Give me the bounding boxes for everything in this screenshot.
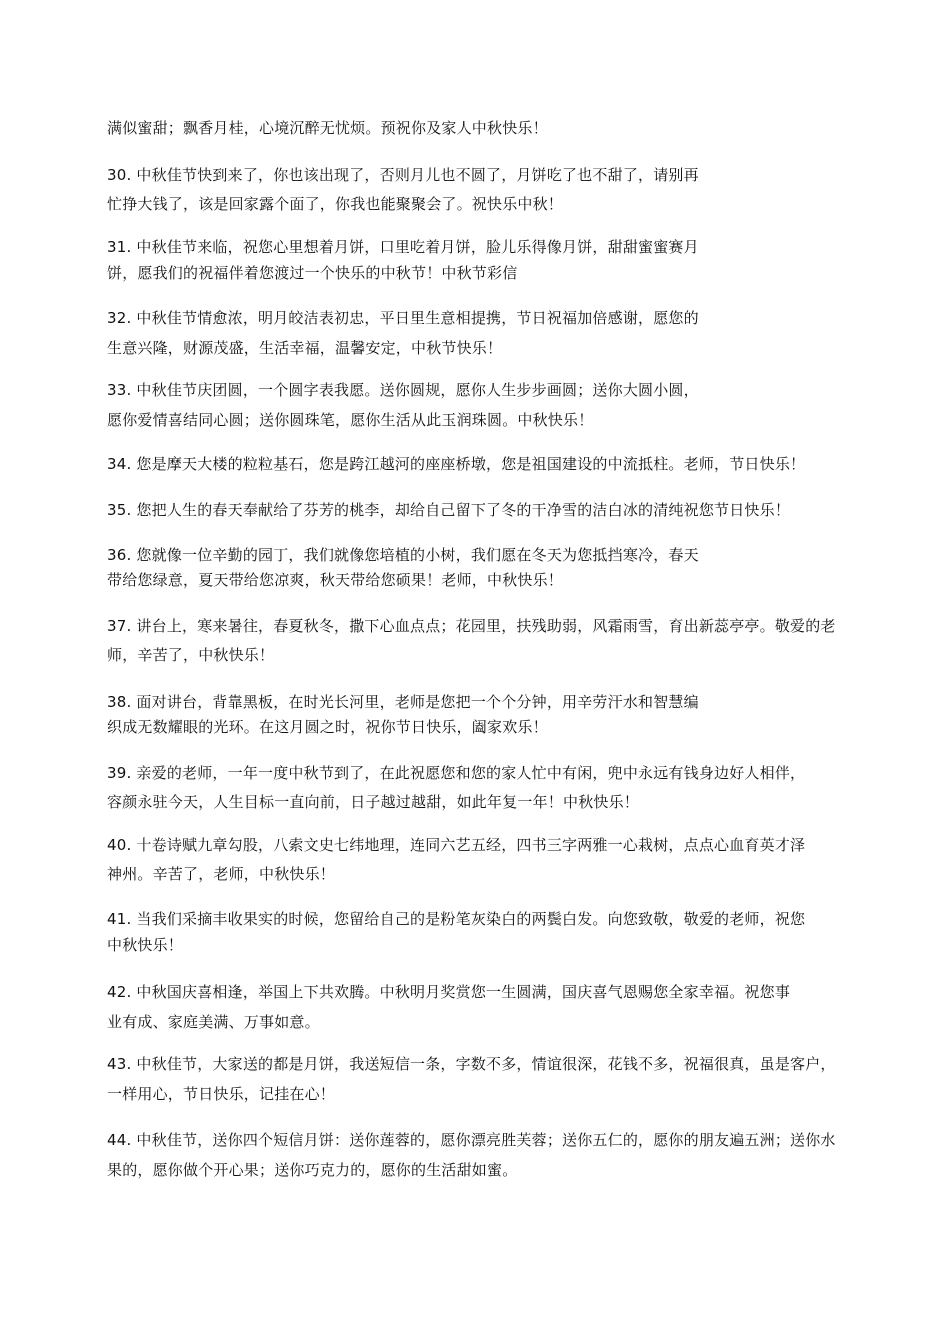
text-line: 34. 您是摩天大楼的粒粒基石，您是跨江越河的座座桥墩，您是祖国建设的中流抵柱。老师，节日快乐！ [107,455,806,473]
text-line: 愿你爱情喜结同心圆；送你圆珠笔，愿你生活从此玉润珠圆。中秋快乐！ [107,411,594,429]
text-line: 师，辛苦了，中秋快乐！ [107,646,275,664]
text-line: 39. 亲爱的老师，一年一度中秋节到了，在此祝愿您和您的家人忙中有闲，兜中永远有钱身边好人相伴， [107,764,806,782]
text-line: 30. 中秋佳节快到来了，你也该出现了，否则月儿也不圆了，月饼吃了也不甜了，请别再 [107,166,699,184]
text-line: 业有成、家庭美满、万事如意。 [107,1013,320,1031]
text-line: 35. 您把人生的春天奉献给了芬芳的桃李，却给自己留下了冬的干净雪的洁白冰的清纯祝您节日快乐！ [107,501,791,519]
text-line: 忙挣大钱了，该是回家露个面了，你我也能聚聚会了。祝快乐中秋！ [107,195,564,213]
text-line: 神州。辛苦了，老师，中秋快乐！ [107,865,336,883]
text-line: 40. 十卷诗赋九章勾股，八索文史七纬地理，连同六艺五经，四书三字两雅一心栽树，点点心血育英才泽 [107,836,806,854]
text-line: 生意兴隆，财源茂盛，生活幸福，温馨安定，中秋节快乐！ [107,339,503,357]
text-line: 一样用心，节日快乐，记挂在心！ [107,1085,336,1103]
text-line: 33. 中秋佳节庆团圆，一个圆字表我愿。送你圆规，愿你人生步步画圆；送你大圆小圆， [107,381,699,399]
text-line: 43. 中秋佳节，大家送的都是月饼，我送短信一条，字数不多，情谊很深，花钱不多，祝福很真，虽是客户， [107,1055,836,1073]
text-line: 42. 中秋国庆喜相逢，举国上下共欢腾。中秋明月奖赏您一生圆满，国庆喜气恩赐您全家幸福。祝您事 [107,983,791,1001]
text-line: 容颜永驻今天，人生目标一直向前，日子越过越甜，如此年复一年！中秋快乐！ [107,793,640,811]
text-line: 饼，愿我们的祝福伴着您渡过一个快乐的中秋节！中秋节彩信 [107,264,518,282]
text-line: 31. 中秋佳节来临，祝您心里想着月饼，口里吃着月饼，脸儿乐得像月饼，甜甜蜜蜜赛月 [107,238,699,256]
text-line: 织成无数耀眼的光环。在这月圆之时，祝你节日快乐，阖家欢乐！ [107,718,548,736]
text-line: 中秋快乐！ [107,936,184,954]
text-line: 37. 讲台上，寒来暑往，春夏秋冬，撒下心血点点；花园里，扶残助弱，风霜雨雪，育出新蕊亭亭。敬爱的老 [107,617,836,635]
text-line: 果的，愿你做个开心果；送你巧克力的，愿你的生活甜如蜜。 [107,1161,518,1179]
text-line: 41. 当我们采摘丰收果实的时候，您留给自己的是粉笔灰染白的两鬓白发。向您致敬，敬爱的老师，祝您 [107,910,806,928]
text-line: 36. 您就像一位辛勤的园丁，我们就像您培植的小树，我们愿在冬天为您抵挡寒冷，春天 [107,546,699,564]
text-line: 38. 面对讲台，背靠黑板，在时光长河里，老师是您把一个个分钟，用辛劳汗水和智慧编 [107,693,699,711]
text-line: 满似蜜甜；飘香月桂，心境沉醉无忧烦。预祝你及家人中秋快乐！ [107,119,548,137]
text-line: 32. 中秋佳节情愈浓，明月皎洁表初忠，平日里生意相提携，节日祝福加倍感谢，愿您的 [107,309,699,327]
text-line: 带给您绿意，夏天带给您凉爽，秋天带给您硕果！老师，中秋快乐！ [107,571,564,589]
text-line: 44. 中秋佳节，送你四个短信月饼：送你莲蓉的，愿你漂亮胜芙蓉；送你五仁的，愿你的朋友遍五洲；送你水 [107,1131,836,1149]
